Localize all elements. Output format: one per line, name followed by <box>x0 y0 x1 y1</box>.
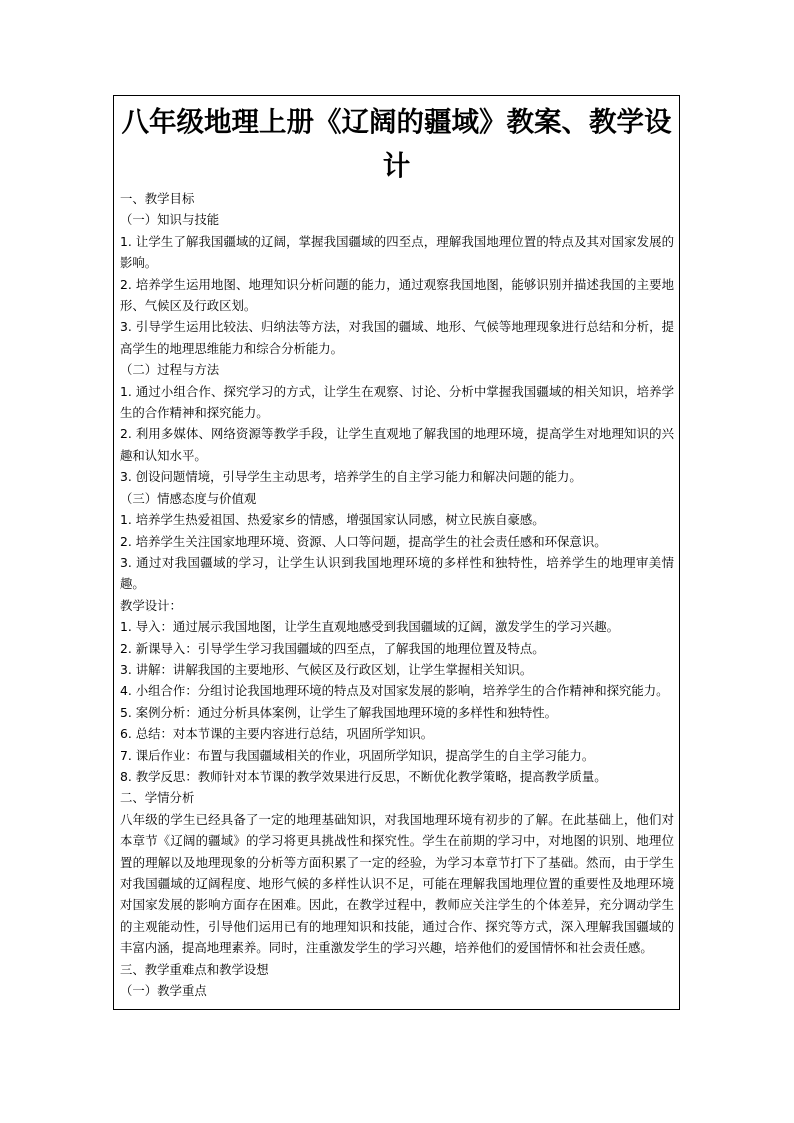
list-item: 2. 利用多媒体、网络资源等教学手段，让学生直观地了解我国的地理环境，提高学生对地理知识的兴趣和认知水平。 <box>120 426 674 463</box>
list-item: 5. 案例分析：通过分析具体案例，让学生了解我国地理环境的多样性和独特性。 <box>120 704 558 720</box>
list-item: 2. 培养学生关注国家地理环境、资源、人口等问题，提高学生的社会责任感和环保意识。 <box>120 533 607 549</box>
section-heading: 一、教学目标 <box>120 191 195 206</box>
list-item: 3. 引导学生运用比较法、归纳法等方法，对我国的疆域、地形、气候等地理现象进行总结和分析，提高学生的地理思维能力和综合分析能力。 <box>120 319 674 356</box>
list-item: 3. 通过对我国疆域的学习，让学生认识到我国地理环境的多样性和独特性，培养学生的地理审美情趣。 <box>120 554 674 592</box>
document-frame <box>113 95 680 1010</box>
list-item: 7. 课后作业：布置与我国疆域相关的作业，巩固所学知识，提高学生的自主学习能力。 <box>120 747 595 763</box>
list-item: 1. 培养学生热爱祖国、热爱家乡的情感，增强国家认同感，树立民族自豪感。 <box>120 512 545 528</box>
list-item: 3. 创设问题情境，引导学生主动思考，培养学生的自主学习能力和解决问题的能力。 <box>120 469 582 485</box>
list-item: 2. 培养学生运用地图、地理知识分析问题的能力，通过观察我国地图，能够识别并描述我国的主要地形、气候区及行政区划。 <box>120 276 674 314</box>
subsection-heading: （一）教学重点 <box>120 983 207 999</box>
section-heading: 教学设计： <box>120 597 182 613</box>
list-item: 1. 通过小组合作、探究学习的方式，让学生在观察、讨论、分析中掌握我国疆域的相关知识，培养学生的合作精神和探究能力。 <box>120 383 674 421</box>
list-item: 1. 导入：通过展示我国地图，让学生直观地感受到我国疆域的辽阔，激发学生的学习兴趣。 <box>120 619 619 635</box>
subsection-heading: （二）过程与方法 <box>120 362 220 378</box>
list-item: 2. 新课导入：引导学生学习我国疆域的四至点，了解我国的地理位置及特点。 <box>120 640 545 656</box>
list-item: 3. 讲解：讲解我国的主要地形、气候区及行政区划，让学生掌握相关知识。 <box>120 661 533 677</box>
section-heading: 二、学情分析 <box>120 790 195 806</box>
list-item: 8. 教学反思：教师针对本节课的教学效果进行反思，不断优化教学策略，提高教学质量。 <box>120 768 607 784</box>
document-title: 八年级地理上册《辽阔的疆域》教案、教学设计 <box>121 106 672 182</box>
subsection-heading: （三）情感态度与价值观 <box>120 490 257 506</box>
section-heading: 三、教学重难点和教学设想 <box>120 961 269 977</box>
subsection-heading: （一）知识与技能 <box>120 212 220 228</box>
analysis-paragraph: 八年级的学生已经具备了一定的地理基础知识，对我国地理环境有初步的了解。在此基础上，他们对本章节《辽阔的疆域》的学习将更具挑战性和探究性。学生在前期的学习中，对地图的识别、地理位置的理解以及地理现象的分析等方面积累了一定的经验，为学习本章节打下了基础。然而，由于学生对我国疆域的辽阔程度、地形气候的多样性认识不足，可能在理解我国地理位置的重要性及地理环境对国家发展的影响方面存在困难。因此，在教学过程中，教师应关注学生的个体差异，充分调动学生的主观能动性，引导他们运用已有的地理知识和技能，通过合作、探究等方式，深入理解我国疆域的丰富内涵，提高地理素养。同时，注重激发学生的学习兴趣，培养他们的爱国情怀和社会责任感。 <box>120 811 674 956</box>
document-body <box>114 188 679 1001</box>
list-item: 1. 让学生了解我国疆域的辽阔，掌握我国疆域的四至点，理解我国地理位置的特点及其对国家发展的影响。 <box>120 233 674 271</box>
list-item: 4. 小组合作：分组讨论我国地理环境的特点及对国家发展的影响，培养学生的合作精神和探究能力。 <box>120 683 669 699</box>
list-item: 6. 总结：对本节课的主要内容进行总结，巩固所学知识。 <box>120 726 434 742</box>
